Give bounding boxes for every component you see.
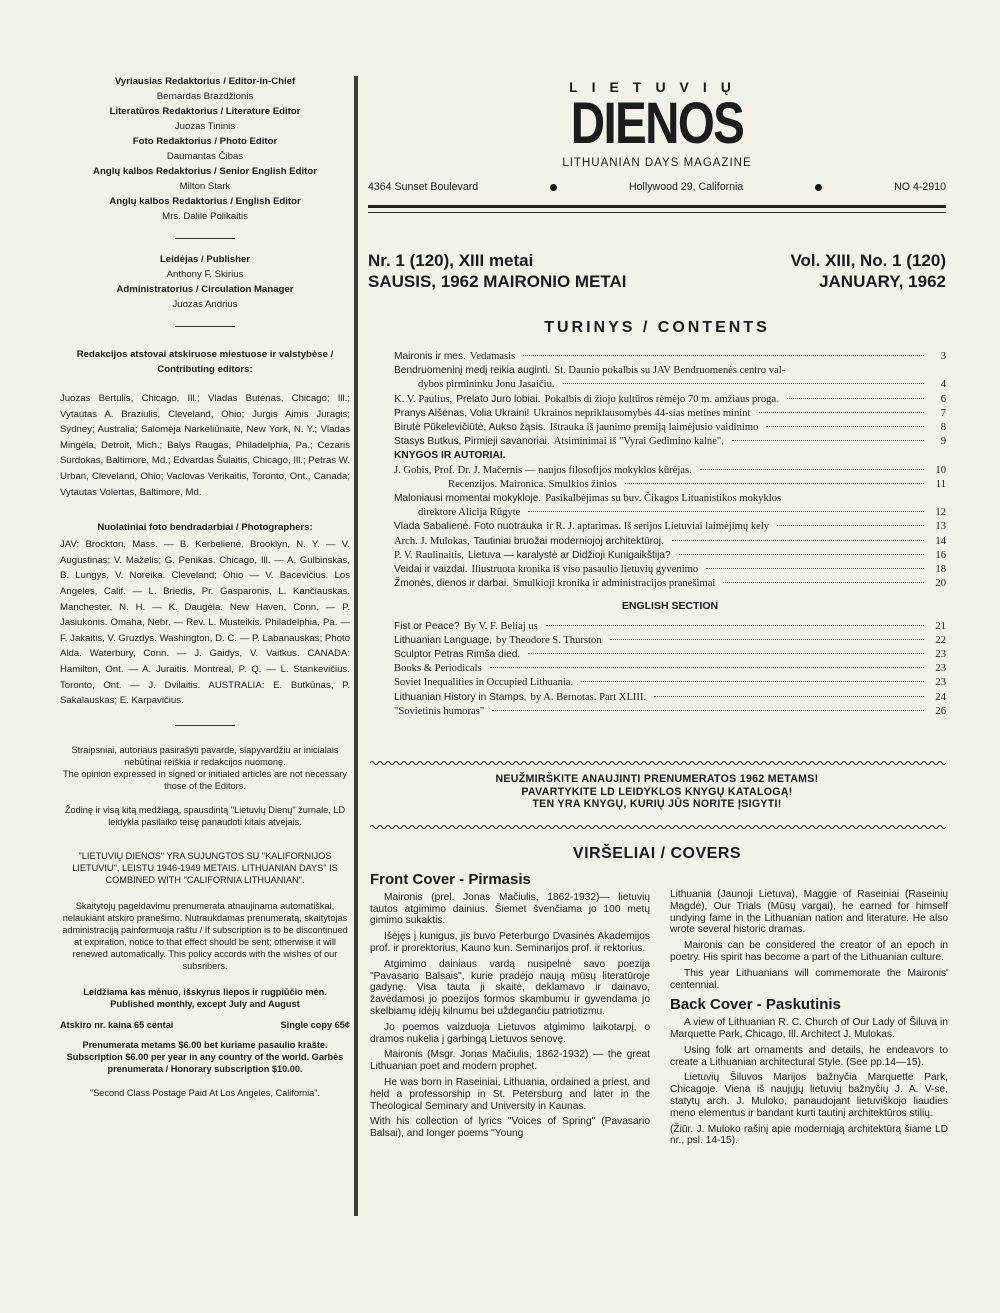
issue-lt-line2: SAUSIS, 1962 MAIRONIO METAI — [368, 272, 627, 291]
header-rule-thin — [368, 212, 946, 213]
toc-entry-title: Pranys Alšėnas, Volia Ukraini! — [394, 407, 530, 419]
opinion-en: The opinion expressed in signed or initialed articles are not necessary those of the Editors. — [63, 768, 347, 791]
toc-entry-description: Arch. J. Mulokas, — [394, 535, 470, 547]
circulation-name: Juozas Andrius — [172, 299, 238, 310]
toc-entry-title: Maloniausi momentai mokykloje. — [394, 493, 542, 505]
toc-entry — [394, 492, 946, 506]
postage-notice: "Second Class Postage Paid At Los Angeles, California". — [89, 1087, 321, 1098]
toc-entry-description: by Theodore S. Thurston — [496, 634, 602, 646]
price-en: Single copy 65¢ — [280, 1019, 350, 1030]
toc-leader-dots — [700, 469, 924, 470]
toc-entry — [394, 691, 946, 705]
toc-entry — [394, 648, 946, 662]
front-cover-paragraph: He was born in Raseiniai, Lithuania, ordained a priest, and held a professorship in St. Petersburg and later in the Theological Seminary and University in Kaunas. — [370, 1076, 650, 1112]
front-cover-title: Front Cover - Pirmasis — [370, 871, 531, 888]
toc-entry-title: Lithuanian History in Stamps, — [394, 691, 527, 703]
toc-entry-title: Veidai ir vaizdai. — [394, 564, 468, 576]
toc-entry-description: Ukrainos nepriklausomybės 44-sias metines minint — [533, 407, 751, 419]
contributing-editors-list: Juozas Bertulis, Chicago, Ill.; Vladas Butėnas, Chicago; Ill.; Vytautas A. Braziulis, Cleveland, Ohio; Jurgis Aimis Juragis; Sydney; Australia; Salomėja Narkeliūnaitė, New York, N. Y.; Vladas Mingėla, Detroit, Mich.; Balys Raugas, Philadelphia, Pa.; Cezaris Surdokas, Baltimore, Md.; Edvardas Šulaitis, Chicago, Ill.; Petras W. Urban, Cleveland, Ohio; Vaclovas Verikaitis, Toronto, Ont., Canada; Vytautas Volertas, Baltimore, Md. — [60, 393, 350, 498]
toc-entry — [394, 676, 946, 690]
toc-entry-title: Prelato Juro lobiai. — [456, 393, 541, 405]
divider — [175, 326, 235, 327]
covers-column-right — [670, 889, 948, 1151]
rights-notice: Žodinę ir visą kitą medžiagą, spausdintą "Lietuvių Dienų" žurnale, LD leidykla pasilaiko teisę panaudoti kitais atvejais. — [64, 804, 346, 827]
toc-entry — [394, 549, 946, 563]
toc-entry-description: Recenzijos. Maironica. Smulkios žinios — [448, 478, 617, 490]
bullet-icon — [550, 184, 557, 191]
toc-entry-description: Pasikalbėjimas su buv. Čikagos Lituanistikos mokyklos — [545, 493, 782, 505]
literature-editor-name: Juozas Tininis — [174, 121, 236, 132]
wavy-divider — [370, 760, 946, 766]
front-cover-paragraph: Maironis can be considered the creator of an epoch in poetry. His spirit has become a part of the Lithuanian culture. — [670, 940, 948, 963]
subscription-info: Prenumerata metams $6.00 bet kuriame pasaulio krašte. Subscription $6.00 per year in any country of the world. Garbės prenumerata / Honorary subscription $10.00. — [66, 1039, 344, 1074]
toc-entry — [394, 535, 946, 549]
renewal-banner — [368, 773, 946, 811]
banner-line1: NEUŽMIRŠKITE ANAUJINTI PRENUMERATOS 1962 METAMS! — [495, 773, 819, 785]
toc-entry-description: Books & Periodicals — [394, 663, 482, 675]
toc-leader-dots — [787, 398, 924, 399]
toc-leader-dots — [777, 525, 924, 526]
editor-name: Bernardas Brazdžionis — [156, 91, 254, 102]
back-cover-title: Back Cover - Paskutinis — [670, 996, 841, 1014]
toc-entry — [394, 577, 946, 591]
toc-entry-description: J. Gobis, Prof. Dr. J. Mačernis — naujos filosofijos mokyklos kūrėjas. — [394, 464, 692, 476]
toc-page-number: 14 — [935, 535, 946, 547]
toc-page-number: 6 — [940, 393, 946, 405]
toc-page-number: 18 — [935, 564, 946, 576]
toc-entry-description: Iliustruota kronika iš viso pasaulio lietuvių gyvenimo — [471, 564, 699, 576]
toc-entry — [394, 634, 946, 648]
toc-leader-dots — [492, 710, 924, 711]
toc-page-number: 4 — [940, 379, 946, 391]
price-row — [60, 1018, 350, 1033]
back-cover-paragraph: (Žiūr. J. Muloko rašinį apie moderniąją architektūrą šiame LD nr., psl. 14-15). — [670, 1123, 948, 1147]
banner-line3: TEN YRA KNYGŲ, KURIŲ JŪS NORITE ĮSIGYTI! — [532, 798, 782, 810]
front-cover-paragraph: Maironis (Msgr. Jonas Mačiulis, 1862-1932) — the great Lithuanian poet and modern prophet. — [370, 1049, 650, 1073]
toc-entry-description: ir R. J. aptarimas. Iš serijos Lietuviai laimėjimų kely — [546, 521, 770, 533]
toc-entry-description: Smulkioji kronika ir administracijos pranešimai — [512, 578, 716, 590]
toc-entry — [394, 350, 946, 364]
toc-entry-description: "Sovietinis humoras" — [394, 705, 485, 717]
divider — [175, 238, 235, 239]
issue-lt-line1: Nr. 1 (120), XIII metai — [368, 251, 534, 270]
toc-entry-description: Atsiminimai iš "Vyrai Gedimino kalne". — [553, 436, 724, 448]
senior-english-editor-name: Milton Stark — [179, 181, 231, 192]
city-address: Hollywood 29, California — [629, 181, 744, 193]
toc-leader-dots — [723, 582, 924, 583]
table-of-contents — [394, 350, 946, 719]
bullet-icon — [815, 184, 822, 191]
toc-entry-description: direktore Alicija Rūgyte — [418, 507, 521, 519]
photo-editor-role: Foto Redaktorius / Photo Editor — [132, 136, 278, 147]
toc-leader-dots — [732, 440, 924, 441]
toc-page-number: 23 — [935, 663, 946, 675]
renewal-notice: Skaitytojų pageidavimu prenumerata atnaujinama automatiškai, nelaukiant atskiro pranešimo. Nutraukdamas prenumeratą, skaitytojas administraciją painformuoja raštu / If subscription is to be discontinued at expiration, notice to that effect should be sent; otherwise it will renewed automatically. This policy accords with the wishes of our subsribers. — [62, 900, 348, 971]
publisher-name: Anthony F. Skirius — [166, 269, 244, 280]
front-cover-paragraph: This year Lithuanians will commemorate the Maironis' centennial. — [670, 967, 948, 991]
masthead-column — [60, 74, 350, 1099]
editor-role: Vyriausias Redaktorius / Editor-in-Chief — [114, 76, 296, 87]
toc-page-number: 20 — [935, 578, 946, 590]
toc-page-number: 9 — [940, 436, 946, 448]
street-address: 4364 Sunset Boulevard — [368, 181, 479, 193]
toc-entry-description: By V. F. Beliaj us — [463, 620, 538, 632]
toc-entry-title: Bendruomeninį medį reikia auginti. — [394, 365, 551, 377]
circulation-role: Administratorius / Circulation Manager — [116, 284, 294, 295]
toc-entry-description: St. Daunio pokalbis su JAV Bendruomenės centro val- — [554, 365, 786, 377]
address-bar — [368, 181, 946, 193]
toc-entry — [394, 378, 946, 392]
literature-editor-role: Literatūros Redaktorius / Literature Editor — [109, 106, 301, 117]
issue-en — [790, 250, 946, 292]
wavy-divider — [370, 824, 946, 830]
back-cover-paragraph: A view of Lithuanian R. C. Church of Our Lady of Šiluva in Marquette Park, Chicago, Ill. Architect J. Mulokas. — [670, 1017, 948, 1040]
senior-english-editor-role: Anglų kalbos Redaktorius / Senior English Editor — [93, 166, 317, 177]
issue-en-line1: Vol. XIII, No. 1 (120) — [790, 251, 946, 270]
issue-lt — [368, 250, 627, 292]
price-lt: Atskiro nr. kaina 65 centai — [60, 1019, 174, 1030]
toc-leader-dots — [706, 568, 924, 569]
english-editor-name: Mrs. Dalilė Polikaitis — [162, 211, 248, 222]
covers-heading: VIRŠELIAI / COVERS — [572, 845, 742, 862]
publishing-schedule-en: Published monthly, except July and August — [110, 998, 300, 1009]
toc-entry — [394, 620, 946, 634]
toc-entry-description: dybos pirmininku Jonu Jasaičiu. — [418, 379, 555, 391]
toc-leader-dots — [654, 696, 924, 697]
toc-leader-dots — [528, 653, 924, 654]
toc-entry-title: Lithuanian Language, — [394, 634, 493, 646]
toc-page-number: 22 — [935, 634, 946, 646]
toc-entry — [394, 506, 946, 520]
toc-entry-title: Maironis ir mes. — [394, 351, 466, 362]
header-rule-thick — [368, 205, 946, 208]
issue-info — [368, 250, 946, 292]
toc-page-number: 23 — [935, 677, 946, 689]
toc-entry-description: Pokalbis di žiojo kultūros rėmėjo 70 m. amžiaus proga. — [544, 393, 779, 405]
back-cover-paragraph: Lietuvių Šiluvos Marijos bažnyčia Marquette Park, Chicagoje. Viena iš naujųjų lietuvių bažnyčių J. A. V-se, statytų arch. J. Muloko, panaudojant lietuviškojo liaudies meno elementus ir bandant kurti tautinį architektūros stilių. — [670, 1072, 948, 1119]
contents-heading: TURINYS / CONTENTS — [544, 319, 770, 336]
toc-entry — [394, 435, 946, 449]
front-cover-paragraph: Išėjęs į kunigus, jis buvo Peterburgo Dvasinės Akademijos prof. ir prorektorius, Kauno kun. Seminarijos prof. ir rektorius. — [370, 931, 650, 954]
toc-page-number: 7 — [940, 407, 946, 419]
publishing-schedule-lt: Leidžiama kas mėnuo, išskyrus liepos ir rugpiūčio mėn. — [83, 986, 327, 997]
photo-editor-name: Daumantas Čibas — [166, 151, 244, 162]
brand-subtitle: LITHUANIAN DAYS MAGAZINE — [562, 157, 752, 169]
toc-leader-dots — [523, 355, 924, 356]
toc-page-number: 16 — [935, 549, 946, 561]
toc-page-number: 13 — [935, 521, 946, 533]
toc-entry-description: by A. Bernotas. Part XLIII. — [530, 691, 647, 703]
toc-page-number: 10 — [935, 464, 946, 476]
divider — [175, 725, 235, 726]
toc-page-number: 11 — [935, 478, 946, 490]
back-cover-paragraph: Using folk art ornaments and details, he endeavors to create a Lithuanian architectural Style. (See pp.14—15). — [670, 1044, 948, 1068]
toc-entry-title: Birutė Pūkelevičiūtė, Aukso žąsis. — [394, 422, 546, 434]
toc-entry-title: Tautiniai bruožai moderniojoj architektūroj. — [473, 535, 664, 547]
issue-en-line2: JANUARY, 1962 — [819, 272, 946, 291]
english-editor-role: Anglų kalbos Redaktorius / English Editor — [109, 196, 301, 207]
toc-entry-description: Vedamasis — [469, 351, 516, 362]
toc-entry — [394, 421, 946, 435]
toc-entry — [394, 407, 946, 421]
toc-entry-title: Žmonės, dienos ir darbai. — [394, 578, 509, 590]
toc-entry — [394, 563, 946, 577]
front-cover-paragraph: With his collection of lyrics "Voices of Spring" (Pavasario Balsai), and longer poems "Young — [370, 1116, 650, 1140]
toc-page-number: 21 — [935, 620, 946, 632]
toc-leader-dots — [679, 554, 924, 555]
toc-entry — [394, 662, 946, 676]
brand-top-word: LIETUVIŲ — [569, 79, 745, 95]
photographers-heading: Nuolatiniai foto bendradarbiai / Photographers: — [97, 522, 313, 534]
toc-leader-dots — [610, 639, 924, 640]
toc-entry-description: K. V. Paulius, — [394, 393, 453, 405]
toc-entry-description: Soviet Inequalities in Occupied Lithuania. — [394, 677, 574, 689]
publisher-role: Leidėjas / Publisher — [159, 254, 251, 265]
toc-entry-title: Lietuva — karalystė ar Didžioji Kunigaikštija? — [467, 549, 671, 561]
toc-entry-description: Ištrauka iš jaunimo premiją laimėjusio vaidinimo — [549, 422, 759, 434]
front-cover-paragraph: Lithuania (Jaunoji Lietuva), Maggie of Raseiniai (Raseinių Magdė), Our Trials (Mūsų vargai), he earned for himself undying fame in the Lithuanian nation and literature. He also wrote several historic dramas. — [670, 889, 948, 936]
toc-leader-dots — [625, 483, 924, 484]
english-section-heading: ENGLISH SECTION — [621, 600, 719, 613]
toc-leader-dots — [528, 511, 924, 512]
toc-entry-title: Vlada Sabalienė. Foto nuotrauka — [394, 521, 543, 533]
toc-leader-dots — [759, 412, 925, 413]
front-cover-paragraph: Maironis (prel. Jonas Mačiulis, 1862-1932)— lietuvių tautos atgimimo dainius. Šiemet švenčiama jo 100 metų gimimo sukaktis. — [370, 891, 650, 927]
toc-leader-dots — [546, 625, 924, 626]
banner-line2: PAVARTYKITE LD LEIDYKLOS KNYGŲ KATALOGĄ! — [521, 785, 793, 798]
toc-page-number: 24 — [935, 691, 946, 703]
toc-entry-title: Fist or Peace? — [394, 620, 460, 632]
toc-leader-dots — [766, 426, 924, 427]
books-section-heading: KNYGOS IR AUTORIAI. — [394, 450, 506, 462]
phone-number: NO 4-2910 — [894, 181, 946, 193]
toc-entry-title: Sculptor Petras Rimša died. — [394, 649, 521, 661]
toc-entry — [394, 393, 946, 407]
toc-page-number: 23 — [935, 649, 946, 661]
toc-entry — [394, 520, 946, 534]
toc-entry — [394, 464, 946, 478]
toc-entry — [394, 705, 946, 719]
toc-leader-dots — [490, 667, 924, 668]
merge-notice: "LIETUVIŲ DIENOS" YRA SUJUNGTOS SU "KALIFORNIJOS LIETUVIU", LEISTU 1946-1949 METAIS. LITHUANIAN DAYS" IS COMBINED WITH "CALIFORNIA LITHUANIAN". — [72, 850, 338, 885]
covers-column-left — [370, 871, 650, 1144]
front-cover-paragraph: Atgimimo dainiaus vardą nusipelnė savo poezija "Pavasario Balsais", kurie pradėjo naują mūsų literatūroje gadynę. Visa tauta ji skaitė, deklamavo ir dainavo, žavėdamosi jo poezijos formos skambumu ir gyvendama jo skelbiamų idėjų kilnumu bei uždegančiu patriotizmu. — [370, 958, 650, 1017]
toc-entry-description: P. V. Raulinaitis, — [394, 549, 464, 561]
toc-page-number: 8 — [940, 422, 946, 434]
contributing-editors-heading: Redakcijos atstovai atskiruose miestuose ir valstybėse / Contributing editors: — [76, 349, 334, 375]
front-cover-paragraph: Jo poemos vaizduoja Lietuvos atgimimo laikotarpį, o dramos nukelia į garbingą Lietuvos senovę. — [370, 1021, 650, 1045]
toc-entry-title: Stasys Butkus, Pirmieji savanoriai. — [394, 436, 550, 448]
toc-leader-dots — [563, 383, 924, 384]
toc-page-number: 3 — [940, 351, 946, 362]
opinion-lt: Straipsniai, autoriaus pasirašyti pavarde, slapyvardžiu ar inicialais nebūtinai reiškia ir redakcijos nuomonę. — [71, 744, 339, 767]
toc-page-number: 12 — [935, 507, 946, 519]
toc-leader-dots — [581, 681, 924, 682]
column-rule — [354, 76, 358, 1216]
toc-leader-dots — [672, 540, 924, 541]
toc-entry — [394, 364, 946, 378]
brand-logo: DIENOS — [570, 91, 744, 156]
photographers-list: JAV: Brockton, Mass. — B. Kerbelienė. Brooklyn, N. Y. — V. Augustinas; V. Maželis; G. Penikas. Chicago, Ill. — A. Gulbinskas, B. Lungys, V. Noreika. Cleveland; Ohio — V. Bacevičius. Los Angeles, Calif. — L. Briedis, Pr. Gasparonis, L. Kančiauskas. Manchester, N. H. — K. Daugėla. New Haven, Conn. — P. Jasiukonis. Omaha, Nebr. — Rev. L. Musteikis. Philadelphia, Pa. — F. Jakaitis, V. Gruzdys. Washington, D. C. — P. Labanauskas; Photo Alda. Waterbury, Conn. — J. Gaidys, V. Vaitkus. CANADA: Hamilton, Ont. — A. Juraitis. Montreal, P. Q. — L. Stankevičius. Toronto, Ont. — J. Dvilaitis. AUSTRALIA: E. Butkūnas, P. Sakalauskas; E. Karpavičius. — [60, 539, 350, 707]
toc-page-number: 26 — [935, 705, 946, 717]
toc-entry — [394, 478, 946, 492]
